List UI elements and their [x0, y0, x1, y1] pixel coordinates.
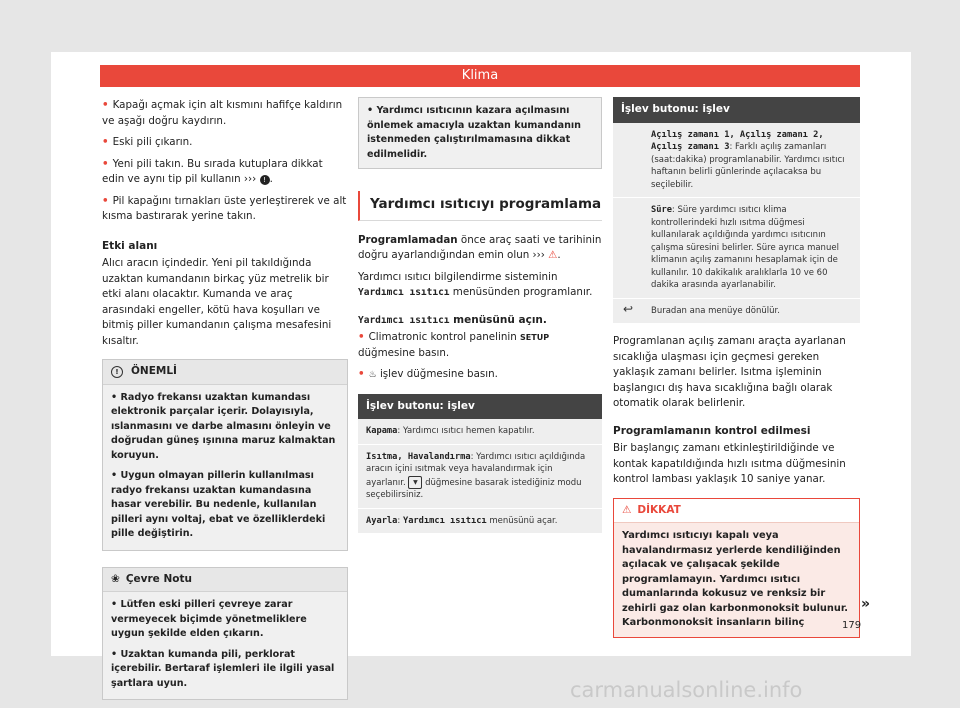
heater-icon: ♨ [368, 370, 377, 380]
warning-ref-icon: ! [260, 175, 270, 185]
etki-heading: Etki alanı [102, 239, 158, 252]
cevre-header: ❀ Çevre Notu [103, 568, 347, 593]
func-table-header: İşlev butonu: işlev [358, 394, 602, 420]
list-item: • Pil kapağını tırnakları üste yerleştirerek ve alt kısma bastırarak yerine takın. [102, 194, 347, 222]
warning-triangle-icon: ⚠ [622, 503, 632, 516]
etki-text: Alıcı aracın içindedir. Yeni pil takıldığında uzaktan kumandanın birkaç yüz metrelik bir etki alanı olacaktır. Kumanda ve araç arasındaki engeller, kötü hava koşulları ve bitmiş piller kumandanın çalışma mesafesini kısaltır. [102, 257, 332, 347]
list-item: • Yeni pili takın. Bu sırada kutuplara dikkat edin ve aynı tip pil kullanın ››› ! . [102, 157, 323, 185]
back-arrow-icon: ↩ [623, 301, 634, 316]
column-2 [358, 97, 602, 534]
list-item: • ♨ işlev düğmesine basın. [358, 368, 498, 380]
func-table [358, 394, 602, 535]
func-row: Süre: Süre yardımcı ısıtıcı klima kontrollerindeki hızlı ısıtma düğmesi kullanılarak açıldığında yardımcı ısıtıcının çalışma süresini belirler. Süre ayrıca manuel klimanın açılış zamanını hesaplamak için de kullanılır. 10 dakikalık aralıklarla 10 ve 60 dakika arasında ayarlanabilir. [613, 198, 860, 299]
paragraph: Bir başlangıç zamanı etkinleştirildiğinde ve kontak kapatıldığında hızlı ısıtma düğmesinin kontrol lambası yaklaşık 10 saniye yanar. [613, 442, 846, 485]
page-number: 179 [842, 620, 862, 631]
func-row: Ayarla: Yardımcı ısıtıcı menüsünü açar. [358, 509, 602, 535]
onemli-box [102, 359, 348, 551]
control-heading: Programlamanın kontrol edilmesi [613, 424, 811, 437]
info-icon: ! [111, 366, 123, 378]
dikkat-header: ⚠ DİKKAT [614, 499, 859, 524]
cevre-body: • Lütfen eski pilleri çevreye zarar vermeyecek biçimde yönetmeliklere uygun şekilde elden çıkarın. • Uzaktan kumanda pili, perklorat içerebilir. Bertaraf işlemleri ile ilgili yasal şartlara uyun. [111, 599, 335, 689]
dikkat-box [613, 498, 860, 638]
paragraph: Yardımcı ısıtıcı bilgilendirme sisteminin Yardımcı ısıtıcı menüsünden programlanır. [358, 270, 593, 298]
onemli-body: • Radyo frekansı uzaktan kumandası elektronik parçalar içerir. Dolayısıyla, ıslanmasını ve darbe almasını önleyin ve doğrudan güneş ışınına maruz kalmaktan koruyun. • Uygun olmayan pillerin kullanılması radyo frekansı uzaktan kumandasına hasar verebilir. Bu nedenle, kullanılan pilleri aynı voltaj, ebat ve özelliklerdeki pille değiştirin. [111, 391, 336, 539]
menu-heading: Yardımcı ısıtıcı menüsünü açın. [358, 313, 547, 326]
warning-note-box [358, 97, 602, 169]
func-table-2 [613, 97, 860, 324]
paragraph: Programlanan açılış zamanı araçta ayarlanan sıcaklığa ulaşması için geçmesi gereken yaklaşık zamanı belirler. Isıtma işleminin başlangıcı dış hava sıcaklığına bağlı olarak otomatik olarak belirlenir. [613, 335, 846, 409]
cevre-box [102, 567, 348, 701]
chevron-down-icon: ▼ [408, 476, 422, 489]
list-item: • Climatronic kontrol panelinin SETUP düğmesine basın. [358, 331, 550, 359]
header-title: Klima [461, 68, 499, 83]
warning-note-body: • Yardımcı ısıtıcının kazara açılmasını önlemek amacıyla uzaktan kumandanın istenmeden çalıştırılmamasına dikkat edilmelidir. [367, 105, 582, 160]
header-bar [100, 65, 860, 87]
setup-key-icon: SETUP [520, 333, 550, 342]
dikkat-body: Yardımcı ısıtıcıyı kapalı veya havalandırmasız yerlerde kendiliğinden açılacak ve çalışacak şekilde programlamayın. Yardımcı ısıtıcı dumanlarında kokusuz ve renksiz bir zehirli gaz olan karbonmonoksit bulunur. Karbonmonoksit insanların bilinç [622, 530, 849, 628]
onemli-header: ! ÖNEMLİ [103, 360, 347, 385]
func-row: ↩ Buradan ana menüye dönülür. [613, 299, 860, 325]
func-table-2-header: İşlev butonu: işlev [613, 97, 860, 123]
section-title: Yardımcı ısıtıcıyı programlama [358, 191, 602, 221]
column-3 [613, 97, 860, 638]
paragraph: Programlamadan önce araç saati ve tarihinin doğru ayarlandığından emin olun ››› ⚠. [358, 233, 602, 261]
list-item: • Eski pili çıkarın. [102, 136, 193, 148]
func-row: Açılış zamanı 1, Açılış zamanı 2, Açılış zamanı 3: Farklı açılış zamanları (saat:dakika) programlanabilir. Yardımcı ısıtıcı haftanın belirli günlerinde açılacaksa bu seçilebilir. [613, 123, 860, 199]
warning-triangle-icon: ⚠ [548, 249, 558, 261]
column-1 [102, 98, 348, 700]
func-row: Kapama: Yardımcı ısıtıcı hemen kapatılır. [358, 419, 602, 445]
list-item: • Kapağı açmak için alt kısmını hafifçe kaldırın ve aşağı doğru kaydırın. [102, 99, 343, 127]
continue-arrow: » [861, 596, 871, 612]
leaf-icon: ❀ [111, 572, 120, 585]
watermark: carmanualsonline.info [570, 678, 803, 702]
func-row: Isıtma, Havalandırma: Yardımcı ısıtıcı açıldığında aracın içini ısıtmak veya havalandırmak için ayarlanır. ▼ düğmesine basarak istediğiniz modu seçebilirsiniz. [358, 445, 602, 509]
